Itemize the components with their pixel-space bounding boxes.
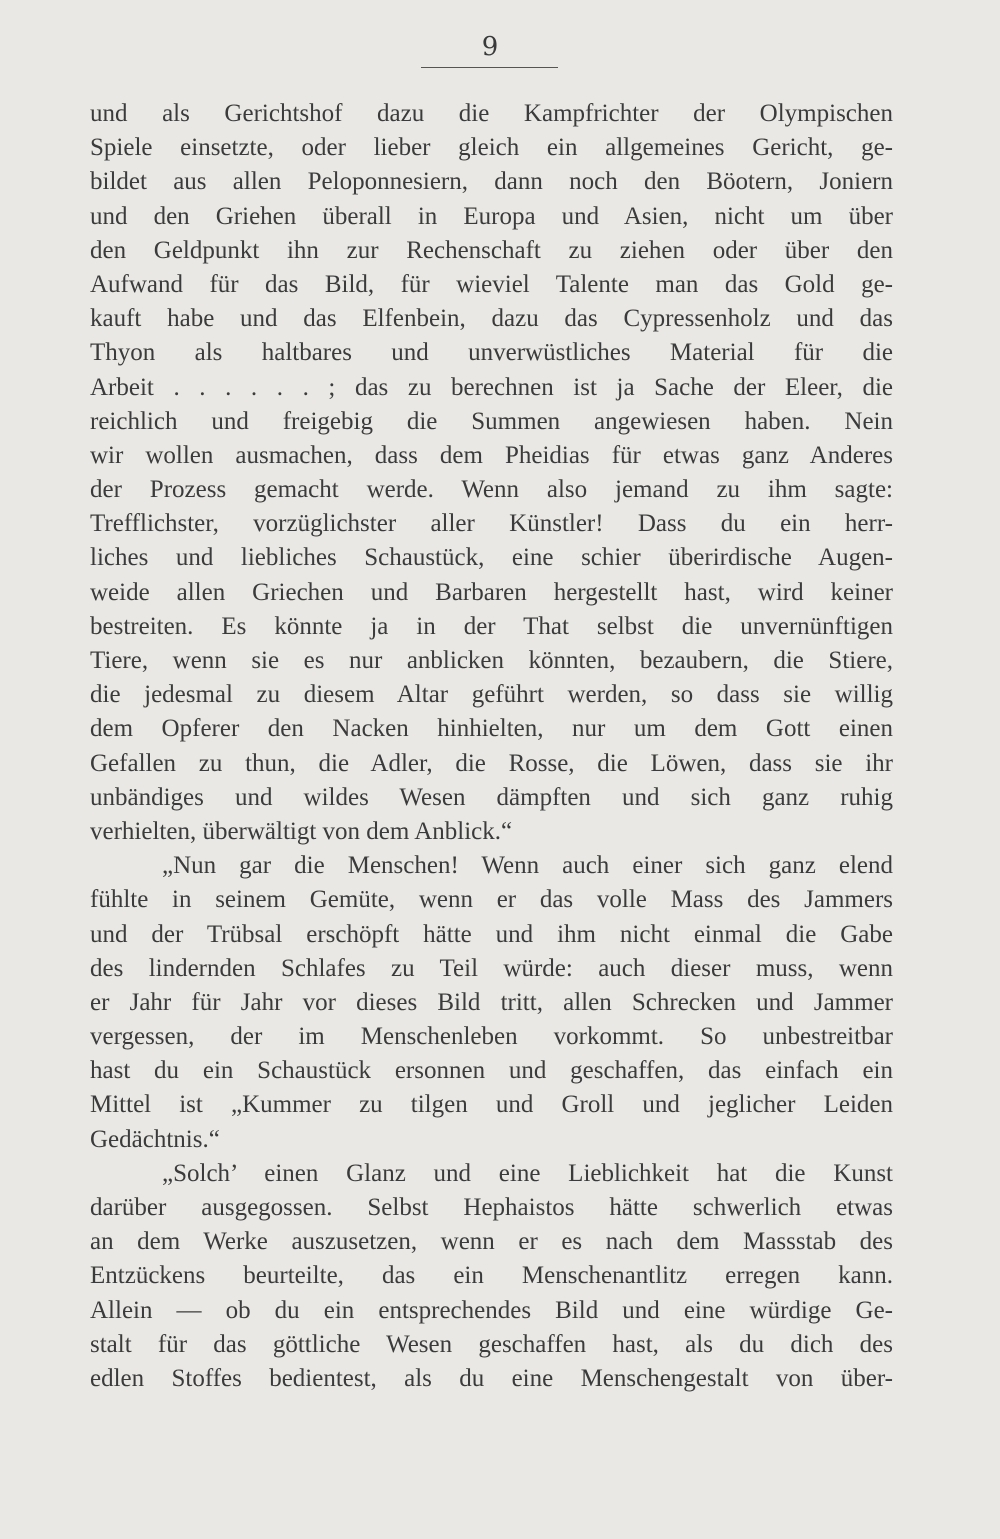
text-line: liches und liebliches Schaustück, eine schier überirdische Augen- <box>90 544 893 572</box>
text-line: „Solch’ einen Glanz und eine Lieblichkeit hat die Kunst <box>162 1159 893 1187</box>
page-number-rule <box>421 67 558 68</box>
text-line: Trefflichster, vorzüglichster aller Künstler! Dass du ein herr- <box>90 510 893 538</box>
text-line: weide allen Griechen und Barbaren hergestellt hast, wird keiner <box>90 578 893 606</box>
text-line: unbändiges und wildes Wesen dämpften und sich ganz ruhig <box>90 783 893 811</box>
text-line: der Prozess gemacht werde. Wenn also jemand zu ihm sagte: <box>90 476 893 504</box>
text-line: bildet aus allen Peloponnesiern, dann noch den Böotern, Joniern <box>90 168 893 196</box>
text-line: edlen Stoffes bedientest, als du eine Menschengestalt von über- <box>90 1364 893 1392</box>
text-line: hast du ein Schaustück ersonnen und geschaffen, das einfach ein <box>90 1057 893 1085</box>
text-line: an dem Werke auszusetzen, wenn er es nach dem Massstab des <box>90 1228 893 1256</box>
text-line: darüber ausgegossen. Selbst Hephaistos hätte schwerlich etwas <box>90 1194 893 1221</box>
body-text <box>90 97 893 1396</box>
text-line: stalt für das göttliche Wesen geschaffen hast, als du dich des <box>90 1330 893 1358</box>
text-line: kauft habe und das Elfenbein, dazu das Cypressenholz und das <box>90 305 893 333</box>
text-line: und den Griehen überall in Europa und Asien, nicht um über <box>90 202 893 230</box>
text-line: Thyon als haltbares und unverwüstliches Material für die <box>90 339 893 367</box>
text-line: „Nun gar die Menschen! Wenn auch einer sich ganz elend <box>162 852 893 880</box>
text-line: Mittel ist „Kummer zu tilgen und Groll und jeglicher Leiden <box>90 1091 893 1119</box>
text-line: Aufwand für das Bild, für wieviel Talente man das Gold ge- <box>90 270 893 298</box>
text-line: fühlte in seinem Gemüte, wenn er das volle Mass des Jammers <box>90 886 893 914</box>
text-line: Allein — ob du ein entsprechendes Bild und eine würdige Ge- <box>90 1296 893 1324</box>
text-line: Spiele einsetzte, oder lieber gleich ein allgemeines Gericht, ge- <box>90 134 893 162</box>
text-line: vergessen, der im Menschenleben vorkommt. So unbestreitbar <box>90 1023 893 1051</box>
text-line: wir wollen ausmachen, dass dem Pheidias für etwas ganz Anderes <box>90 441 893 469</box>
text-line: dem Opferer den Nacken hinhielten, nur um dem Gott einen <box>90 715 893 743</box>
text-line: er Jahr für Jahr vor dieses Bild tritt, allen Schrecken und Jammer <box>90 988 893 1016</box>
text-line: Gedächtnis.“ <box>90 1125 220 1153</box>
text-line: Gefallen zu thun, die Adler, die Rosse, die Löwen, dass sie ihr <box>90 749 893 777</box>
text-line: bestreiten. Es könnte ja in der That selbst die unvernünftigen <box>90 612 893 640</box>
text-line: Tiere, wenn sie es nur anblicken könnten, bezaubern, die Stiere, <box>90 647 893 674</box>
text-line: und als Gerichtshof dazu die Kampfrichter der Olympischen <box>90 100 893 127</box>
page-number: 9 <box>481 32 499 62</box>
text-line: und der Trübsal erschöpft hätte und ihm nicht einmal die Gabe <box>90 920 893 948</box>
text-line: des lindernden Schlafes zu Teil würde: auch dieser muss, wenn <box>90 954 893 982</box>
text-line: den Geldpunkt ihn zur Rechenschaft zu ziehen oder über den <box>90 236 893 264</box>
text-line: Entzückens beurteilte, das ein Menschenantlitz erregen kann. <box>90 1262 893 1290</box>
text-line: die jedesmal zu diesem Altar geführt werden, so dass sie willig <box>90 681 893 709</box>
text-line: Arbeit . . . . . . ; das zu berechnen ist ja Sache der Eleer, die <box>90 373 893 401</box>
text-line: verhielten, überwältigt von dem Anblick.“ <box>90 817 513 845</box>
text-line: reichlich und freigebig die Summen angewiesen haben. Nein <box>90 407 893 435</box>
